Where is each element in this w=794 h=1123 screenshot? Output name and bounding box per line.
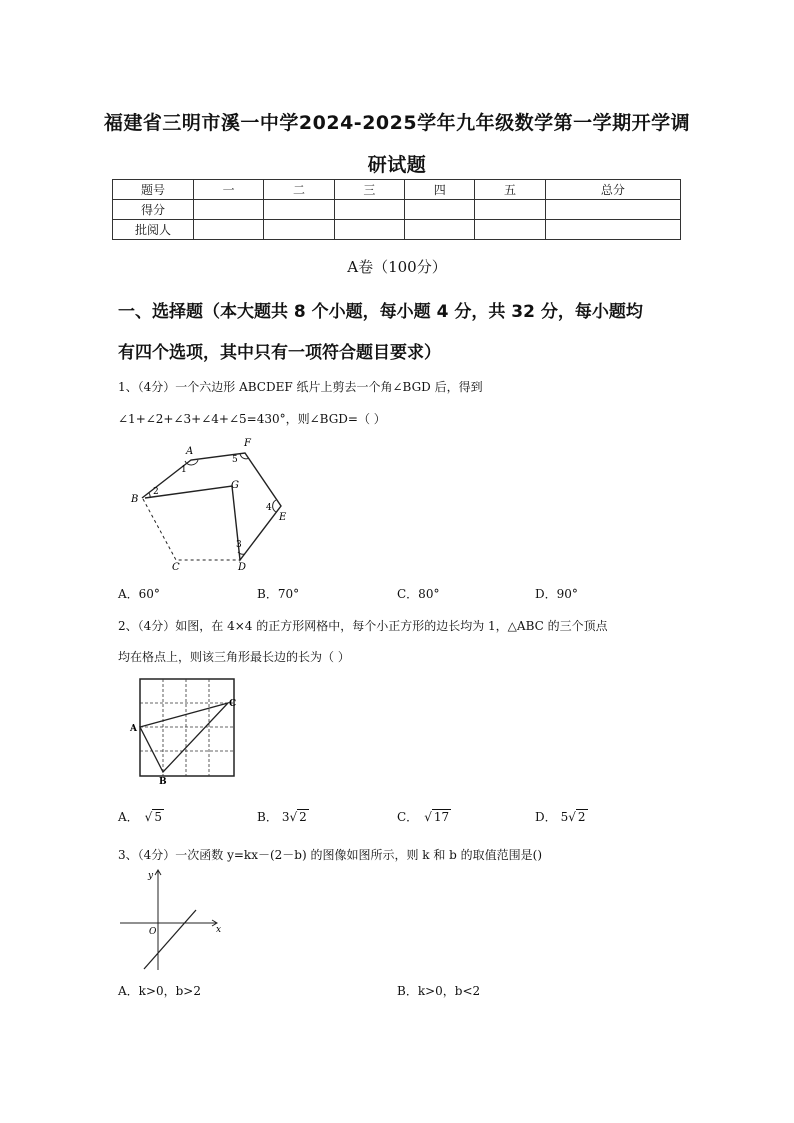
sqrt-icon: √ xyxy=(144,810,153,824)
score-table xyxy=(112,179,681,240)
label-B: B xyxy=(159,777,167,786)
q2-option-c[interactable] xyxy=(397,808,451,825)
q1-hexagon-figure xyxy=(128,436,298,576)
label-C: C xyxy=(229,699,237,709)
reviewer-cell[interactable] xyxy=(545,220,680,240)
option-letter: A． xyxy=(118,810,139,824)
q3-option-b[interactable]: B．k>0，b<2 xyxy=(397,984,481,998)
volume-title: A卷（100分） xyxy=(347,258,447,276)
score-table-header-cell: 四 xyxy=(405,180,475,200)
radicand: 5 xyxy=(154,810,162,824)
angle-number-1: 1 xyxy=(181,465,187,475)
reviewer-cell[interactable] xyxy=(405,220,475,240)
label-G: G xyxy=(231,480,239,491)
score-table-header-cell: 二 xyxy=(264,180,334,200)
function-line xyxy=(144,910,196,969)
question-1-text: 1、（4分）一个六边形 ABCDEF 纸片上剪去一个角∠BGD 后，得到 xyxy=(118,380,483,394)
score-table-row-label: 批阅人 xyxy=(113,220,194,240)
page-title-line2: 研试题 xyxy=(367,154,427,176)
reviewer-cell[interactable] xyxy=(334,220,404,240)
label-B: B xyxy=(131,494,139,505)
option-letter: C． xyxy=(397,810,419,824)
triangle-abc xyxy=(140,703,228,772)
score-table-header-row xyxy=(113,180,681,200)
score-table-header-cell: 题号 xyxy=(113,180,194,200)
score-table-header-cell: 三 xyxy=(334,180,404,200)
score-cell[interactable] xyxy=(334,200,404,220)
label-F: F xyxy=(244,438,251,449)
option-letter: D． xyxy=(535,810,557,824)
option-letter: B． xyxy=(257,810,278,824)
hexagon-solid-edges xyxy=(142,453,281,560)
grid-lines xyxy=(140,679,237,776)
q1-option-c[interactable]: C．80° xyxy=(397,587,440,601)
q2-option-d[interactable] xyxy=(535,808,588,825)
hexagon-dashed-edges xyxy=(143,499,240,560)
radicand: 17 xyxy=(433,810,450,824)
section-title-line1: 一、选择题（本大题共 8 个小题，每小题 4 分，共 32 分，每小题均 xyxy=(118,302,643,322)
score-cell[interactable] xyxy=(264,200,334,220)
page-title: 福建省三明市溪一中学2024-2025学年九年级数学第一学期开学调 xyxy=(103,112,691,134)
reviewer-cell[interactable] xyxy=(264,220,334,240)
label-E: E xyxy=(279,512,287,523)
radicand: 2 xyxy=(299,810,307,824)
label-D: D xyxy=(238,562,247,573)
sqrt-icon: √ xyxy=(424,810,432,824)
label-A: A xyxy=(186,446,194,457)
q1-option-a[interactable]: A．60° xyxy=(118,587,160,601)
reviewer-cell[interactable] xyxy=(194,220,264,240)
angle-number-5: 5 xyxy=(232,455,238,465)
score-table-header-cell: 总分 xyxy=(545,180,680,200)
q1-option-d[interactable]: D．90° xyxy=(535,587,578,601)
score-cell[interactable] xyxy=(475,200,545,220)
label-C: C xyxy=(172,562,180,573)
reviewer-cell[interactable] xyxy=(475,220,545,240)
coefficient: 3 xyxy=(281,810,290,824)
q2-option-a[interactable] xyxy=(118,808,164,825)
coefficient: 5 xyxy=(560,810,569,824)
question-3-text: 3、（4分）一次函数 y=kx－(2－b) 的图像如图所示，则 k 和 b 的取值范围是() xyxy=(118,848,543,862)
score-table-row xyxy=(113,220,681,240)
q2-option-b[interactable] xyxy=(257,808,309,825)
question-1-text-line2: ∠1+∠2+∠3+∠4+∠5=430°，则∠BGD=（ ） xyxy=(118,412,386,426)
label-y: y xyxy=(148,871,154,881)
score-table-row-label: 得分 xyxy=(113,200,194,220)
score-cell[interactable] xyxy=(405,200,475,220)
grid-frame xyxy=(140,679,237,776)
label-origin: O xyxy=(149,927,157,937)
angle-number-4: 4 xyxy=(266,503,272,513)
score-cell[interactable] xyxy=(545,200,680,220)
sqrt-icon: √ xyxy=(568,810,576,824)
q2-grid-figure xyxy=(128,674,248,786)
angle-number-2: 2 xyxy=(153,487,159,497)
angle-arc-4 xyxy=(273,500,276,512)
q1-option-b[interactable]: B．70° xyxy=(257,587,300,601)
section-title-line2: 有四个选项，其中只有一项符合题目要求） xyxy=(118,343,441,363)
label-x: x xyxy=(216,925,222,935)
radicand: 2 xyxy=(577,810,586,824)
score-table-header-cell: 五 xyxy=(475,180,545,200)
score-cell[interactable] xyxy=(194,200,264,220)
score-table-row xyxy=(113,200,681,220)
q3-graph-figure xyxy=(116,866,231,972)
label-A: A xyxy=(130,724,137,734)
angle-number-3: 3 xyxy=(236,540,242,550)
q3-option-a[interactable]: A．k>0，b>2 xyxy=(118,984,201,998)
question-2-text-line2: 均在格点上，则该三角形最长边的长为（ ） xyxy=(118,650,350,664)
question-2-text: 2、（4分）如图，在 4×4 的正方形网格中，每个小正方形的边长均为 1，△ABC 的三个顶点 xyxy=(118,619,608,633)
sqrt-icon: √ xyxy=(289,810,298,824)
score-table-header-cell: 一 xyxy=(194,180,264,200)
